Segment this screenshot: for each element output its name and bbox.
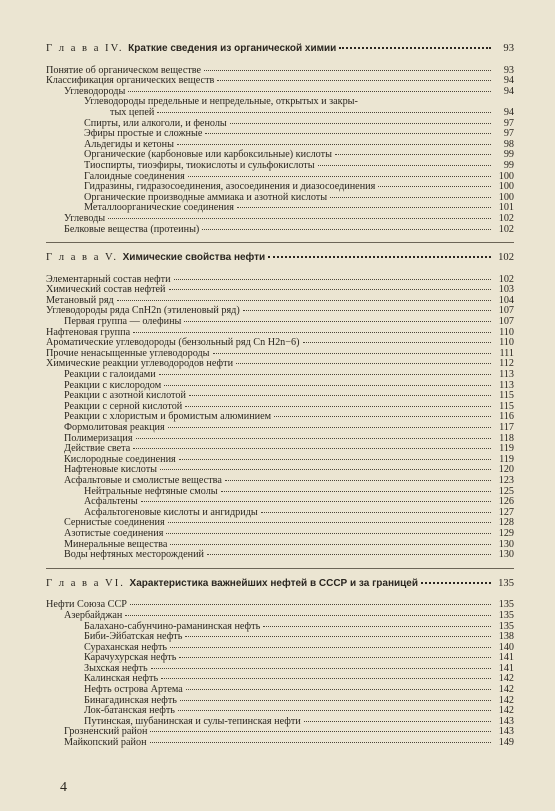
dot-leader bbox=[170, 647, 491, 648]
page-ref: 125 bbox=[498, 485, 514, 497]
page-ref: 119 bbox=[499, 443, 514, 455]
page-ref: 100 bbox=[498, 191, 514, 203]
page-number: 4 bbox=[60, 780, 67, 795]
page-ref: 100 bbox=[498, 170, 514, 182]
dot-leader bbox=[221, 491, 491, 492]
dot-leader bbox=[159, 374, 491, 375]
page-ref: 98 bbox=[503, 138, 514, 150]
entry-text: Метановый ряд bbox=[46, 294, 114, 306]
entry-text: Сернистые соединения bbox=[64, 517, 165, 529]
dot-leader bbox=[204, 70, 491, 71]
entry-text: Гидразины, гидразосоединения, азосоединения и диазосоединения bbox=[84, 181, 376, 193]
page-ref: 97 bbox=[503, 128, 514, 140]
page-ref: 149 bbox=[498, 737, 514, 749]
dot-leader bbox=[168, 522, 491, 523]
entry-text: Асфальтены bbox=[84, 496, 138, 508]
toc-entry bbox=[46, 285, 514, 296]
entry-text: Биби-Эйбатская нефть bbox=[84, 631, 183, 643]
dot-leader bbox=[136, 438, 491, 439]
entry-text: Азербайджан bbox=[64, 609, 123, 621]
dot-leader bbox=[304, 721, 491, 722]
dot-leader bbox=[274, 416, 491, 417]
dot-leader bbox=[164, 385, 491, 386]
page-ref: 101 bbox=[498, 202, 514, 214]
dot-leader bbox=[166, 533, 491, 534]
entry-text: Химический состав нефтей bbox=[46, 284, 166, 296]
dot-leader bbox=[157, 112, 491, 113]
toc-entry bbox=[46, 225, 514, 236]
page-ref: 102 bbox=[498, 223, 514, 235]
toc-entry bbox=[46, 611, 514, 622]
page-ref: 118 bbox=[499, 432, 514, 444]
dot-leader bbox=[150, 742, 491, 743]
entry-text: тых цепей bbox=[110, 106, 155, 118]
entry-text: Действие света bbox=[64, 443, 131, 455]
dot-leader bbox=[125, 615, 491, 616]
toc-entry bbox=[46, 203, 514, 214]
page-ref: 97 bbox=[503, 117, 514, 129]
page-ref: 123 bbox=[498, 474, 514, 486]
page-ref: 93 bbox=[503, 43, 514, 54]
page-ref: 142 bbox=[498, 684, 514, 696]
entry-text: Галоидные соединения bbox=[84, 170, 185, 182]
page-ref: 135 bbox=[498, 577, 514, 589]
entry-text: Путинская, шубанинская и сулы-тепинская нефти bbox=[84, 715, 301, 727]
entry-text: Элементарный состав нефти bbox=[46, 273, 171, 285]
page-ref: 135 bbox=[498, 599, 514, 611]
page-ref: 112 bbox=[499, 358, 514, 370]
dot-leader bbox=[133, 332, 491, 333]
dot-leader bbox=[185, 406, 491, 407]
entry-text: Нефть острова Артема bbox=[84, 684, 183, 696]
entry-text: Сураханская нефть bbox=[84, 641, 168, 653]
dot-leader bbox=[318, 165, 491, 166]
chapter-5-entries bbox=[46, 275, 514, 561]
dot-leader bbox=[174, 279, 491, 280]
table-of-contents bbox=[46, 44, 514, 749]
page-ref: 102 bbox=[498, 212, 514, 224]
dot-leader bbox=[180, 700, 491, 701]
page-ref: 141 bbox=[498, 652, 514, 664]
entry-text: Углеводы bbox=[64, 212, 106, 224]
dot-leader bbox=[378, 186, 491, 187]
dot-leader bbox=[178, 710, 491, 711]
chapter-label: Г л а в а IV. bbox=[46, 43, 129, 54]
dot-leader bbox=[130, 604, 491, 605]
toc-entry bbox=[46, 529, 514, 540]
dot-leader bbox=[179, 459, 491, 460]
entry-text: Реакции с кислородом bbox=[64, 379, 162, 391]
dot-leader bbox=[261, 512, 491, 513]
dot-leader bbox=[188, 176, 491, 177]
page-ref: 94 bbox=[503, 75, 514, 87]
entry-text: Белковые вещества (протеины) bbox=[64, 223, 200, 235]
chapter-heading-6 bbox=[46, 579, 514, 590]
dot-leader bbox=[108, 218, 491, 219]
page-ref: 130 bbox=[498, 538, 514, 550]
page-ref: 143 bbox=[498, 726, 514, 738]
dot-leader bbox=[330, 197, 491, 198]
entry-text: Кислородные соединения bbox=[64, 453, 176, 465]
toc-entry bbox=[46, 161, 514, 172]
dot-leader bbox=[236, 363, 491, 364]
entry-text: Воды нефтяных месторождений bbox=[64, 549, 204, 561]
dot-leader bbox=[141, 501, 491, 502]
page-ref: 142 bbox=[498, 694, 514, 706]
entry-text: Бинагадинская нефть bbox=[84, 694, 177, 706]
dot-leader bbox=[205, 133, 491, 134]
entry-text: Металлоорганические соединения bbox=[84, 202, 234, 214]
page-ref: 142 bbox=[498, 705, 514, 717]
dot-leader bbox=[217, 80, 491, 81]
chapter-6-entries bbox=[46, 600, 514, 748]
toc-entry bbox=[46, 476, 514, 487]
entry-text: Реакции с азотной кислотой bbox=[64, 390, 186, 402]
page-ref: 115 bbox=[499, 400, 514, 412]
entry-text: Асфальтогеновые кислоты и ангидриды bbox=[84, 506, 258, 518]
entry-text: Минеральные вещества bbox=[64, 538, 168, 550]
page-ref: 129 bbox=[498, 527, 514, 539]
toc-entry bbox=[46, 423, 514, 434]
page-ref: 140 bbox=[498, 641, 514, 653]
toc-entry bbox=[46, 214, 514, 225]
page-ref: 141 bbox=[498, 662, 514, 674]
dot-leader bbox=[237, 207, 491, 208]
dot-leader bbox=[225, 480, 491, 481]
page-ref: 113 bbox=[499, 379, 514, 391]
entry-text: Калинская нефть bbox=[84, 673, 159, 685]
page-ref: 104 bbox=[498, 294, 514, 306]
entry-text: Понятие об органическом веществе bbox=[46, 64, 202, 76]
page-ref: 110 bbox=[499, 326, 514, 338]
page-ref: 102 bbox=[498, 252, 514, 264]
page-ref: 102 bbox=[498, 273, 514, 285]
dot-leader bbox=[179, 657, 491, 658]
page-ref: 116 bbox=[499, 411, 514, 423]
page-ref: 135 bbox=[498, 620, 514, 632]
entry-text: Нейтральные нефтяные смолы bbox=[84, 485, 218, 497]
page-ref: 120 bbox=[498, 464, 514, 476]
page-ref: 135 bbox=[498, 609, 514, 621]
page-ref: 107 bbox=[498, 316, 514, 328]
page-ref: 94 bbox=[503, 85, 514, 97]
page-ref: 103 bbox=[498, 284, 514, 296]
entry-text: Асфальтовые и смолистые вещества bbox=[64, 474, 222, 486]
entry-text: Углеводороды предельные и непредельные, открытых и закры- bbox=[84, 96, 358, 108]
page-ref: 130 bbox=[498, 549, 514, 561]
page-ref: 100 bbox=[498, 181, 514, 193]
entry-text: Лок-батанская нефть bbox=[84, 705, 175, 717]
entry-text: Первая группа — олефины bbox=[64, 316, 182, 328]
entry-text: Азотистые соединения bbox=[64, 527, 164, 539]
dot-leader bbox=[169, 289, 491, 290]
dot-leader bbox=[339, 47, 491, 49]
entry-text: Реакции с хлористым и бромистым алюминием bbox=[64, 411, 272, 423]
page-ref: 111 bbox=[499, 347, 514, 359]
page-ref: 128 bbox=[498, 517, 514, 529]
dot-leader bbox=[213, 353, 491, 354]
entry-text: Эфиры простые и сложные bbox=[84, 128, 203, 140]
entry-text: Спирты, или алкоголи, и фенолы bbox=[84, 117, 227, 129]
entry-text: Углеводороды bbox=[64, 85, 126, 97]
dot-leader bbox=[184, 321, 491, 322]
page-ref: 126 bbox=[498, 496, 514, 508]
dot-leader bbox=[303, 342, 491, 343]
entry-text: Ароматические углеводороды (бензольный ряд Cn H2n−6) bbox=[46, 337, 300, 349]
dot-leader bbox=[268, 256, 491, 258]
entry-text: Углеводороды ряда CnH2n (этиленовый ряд) bbox=[46, 305, 240, 317]
toc-entry bbox=[46, 108, 514, 119]
dot-leader bbox=[186, 689, 491, 690]
entry-text: Полимеризация bbox=[64, 432, 133, 444]
page-ref: 113 bbox=[499, 369, 514, 381]
chapter-heading-5 bbox=[46, 253, 514, 264]
entry-text: Грозненский район bbox=[64, 726, 148, 738]
dot-leader bbox=[128, 91, 491, 92]
dot-leader bbox=[161, 678, 491, 679]
page-ref: 138 bbox=[498, 631, 514, 643]
section-divider bbox=[46, 242, 514, 243]
page-ref: 115 bbox=[499, 390, 514, 402]
entry-text: Реакции с серной кислотой bbox=[64, 400, 183, 412]
page-ref: 99 bbox=[503, 159, 514, 171]
entry-text: Органические производные аммиака и азотной кислоты bbox=[84, 191, 328, 203]
dot-leader bbox=[117, 300, 491, 301]
chapter-4-entries bbox=[46, 66, 514, 236]
page-ref: 143 bbox=[498, 715, 514, 727]
page-ref: 127 bbox=[498, 506, 514, 518]
section-divider bbox=[46, 568, 514, 569]
page-ref: 117 bbox=[499, 422, 514, 433]
page-ref: 107 bbox=[498, 305, 514, 317]
chapter-label: Г л а в а V. bbox=[46, 252, 123, 264]
entry-text: Балахано-сабунчино-раманинская нефть bbox=[84, 620, 261, 632]
toc-entry bbox=[46, 550, 514, 561]
chapter-title: Характеристика важнейших нефтей в СССР и за границей bbox=[129, 577, 418, 589]
page-ref: 93 bbox=[503, 64, 514, 76]
chapter-heading-4 bbox=[46, 44, 514, 55]
entry-text: Зыхская нефть bbox=[84, 662, 148, 674]
dot-leader bbox=[177, 144, 491, 145]
entry-text: Нафтеновая группа bbox=[46, 326, 131, 338]
page-ref: 110 bbox=[499, 337, 514, 349]
entry-text: Классификация органических веществ bbox=[46, 75, 215, 87]
dot-leader bbox=[202, 229, 491, 230]
dot-leader bbox=[170, 544, 491, 545]
dot-leader bbox=[263, 626, 491, 627]
page-ref: 142 bbox=[498, 673, 514, 685]
chapter-title: Химические свойства нефти bbox=[122, 252, 266, 264]
entry-text: Формолитовая реакция bbox=[64, 422, 165, 433]
entry-text: Тиоспирты, тиоэфиры, тиокислоты и сульфокислоты bbox=[84, 159, 315, 171]
dot-leader bbox=[160, 469, 491, 470]
dot-leader bbox=[185, 636, 491, 637]
entry-text: Органические (карбоновые или карбоксильные) кислоты bbox=[84, 149, 332, 161]
dot-leader bbox=[189, 395, 491, 396]
dot-leader bbox=[207, 554, 491, 555]
entry-text: Майкопский район bbox=[64, 737, 147, 749]
chapter-title: Краткие сведения из органической химии bbox=[128, 43, 337, 54]
dot-leader bbox=[230, 123, 491, 124]
dot-leader bbox=[243, 310, 491, 311]
entry-text: Нефти Союза ССР bbox=[46, 599, 127, 611]
page-ref: 94 bbox=[503, 106, 514, 118]
page-ref: 99 bbox=[503, 149, 514, 161]
entry-text: Прочие ненасыщенные углеводороды bbox=[46, 347, 210, 359]
dot-leader bbox=[150, 731, 491, 732]
dot-leader bbox=[133, 448, 491, 449]
entry-text: Карачухурская нефть bbox=[84, 652, 177, 664]
entry-text: Химические реакции углеводородов нефти bbox=[46, 358, 234, 370]
entry-text: Альдегиды и кетоны bbox=[84, 138, 174, 150]
chapter-label: Г л а в а VI. bbox=[46, 577, 130, 589]
entry-text: Нафтеновые кислоты bbox=[64, 464, 157, 476]
page-ref: 119 bbox=[499, 453, 514, 465]
dot-leader bbox=[335, 154, 491, 155]
dot-leader bbox=[168, 427, 491, 428]
dot-leader bbox=[151, 668, 491, 669]
toc-entry bbox=[46, 738, 514, 749]
entry-text: Реакции с галоидами bbox=[64, 369, 156, 381]
dot-leader bbox=[421, 582, 491, 584]
